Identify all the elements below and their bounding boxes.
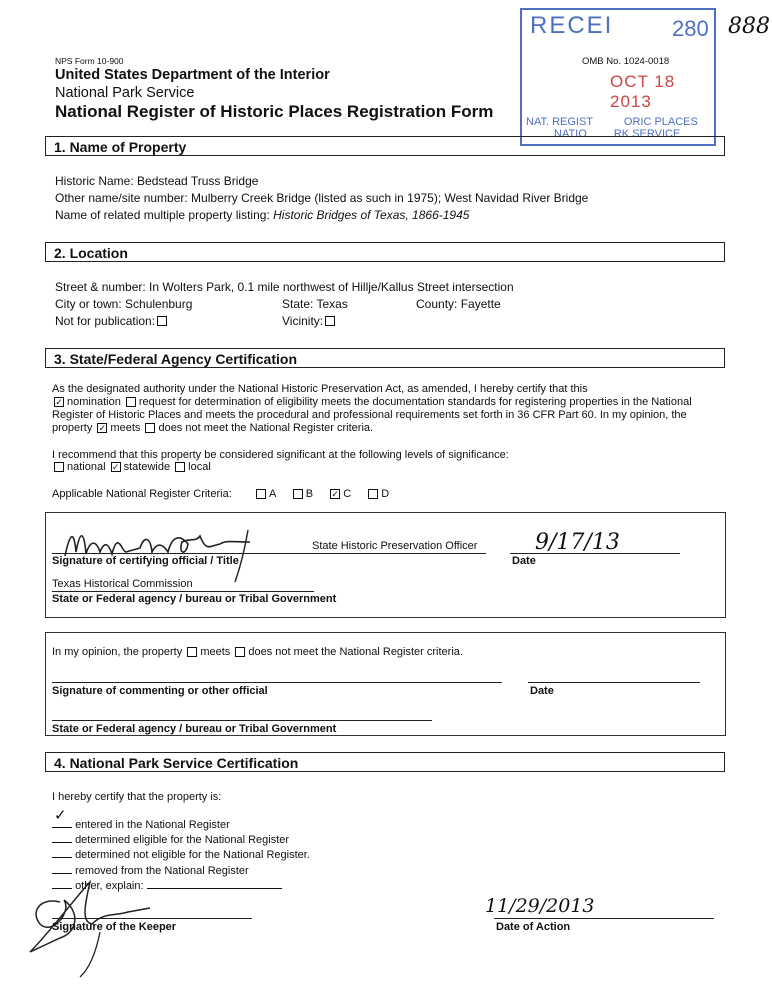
meets-label: meets bbox=[110, 422, 141, 434]
multiple-property-listing bbox=[55, 208, 469, 222]
mpl-label: Name of related multiple property listing: bbox=[55, 208, 274, 222]
national-label: national bbox=[67, 461, 106, 473]
signature-date: 9/17/13 bbox=[535, 530, 620, 555]
street-number: Street & number: In Wolters Park, 0.1 mile northwest of Hillje/Kallus Street intersection bbox=[55, 280, 514, 294]
stamp-received: RECEI bbox=[530, 12, 614, 39]
criteria-label: Applicable National Register Criteria: bbox=[52, 488, 232, 500]
keeper-label: Signature of the Keeper bbox=[52, 921, 177, 933]
opinion-does-not-label: does not meet the National Register criteria. bbox=[248, 646, 463, 658]
local-checkbox[interactable] bbox=[175, 462, 185, 472]
option-removed[interactable]: removed from the National Register bbox=[52, 863, 310, 878]
commenting-agency-line bbox=[52, 720, 432, 721]
cert-para-line4 bbox=[52, 422, 373, 434]
vicinity-checkbox[interactable] bbox=[325, 316, 335, 326]
signature-line bbox=[52, 553, 486, 554]
commenting-date-line bbox=[528, 682, 700, 683]
department-title: United States Department of the Interior bbox=[55, 67, 330, 83]
criteria-b-checkbox[interactable] bbox=[293, 489, 303, 499]
state: State: Texas bbox=[282, 297, 348, 311]
vicinity-label: Vicinity: bbox=[282, 314, 324, 328]
stamp-line1: NAT. REGIST bbox=[526, 116, 593, 128]
criteria-c-checkbox[interactable]: ✓ bbox=[331, 488, 339, 499]
criteria-c-label: C bbox=[343, 488, 352, 500]
request-checkbox[interactable] bbox=[126, 397, 136, 407]
vicinity bbox=[282, 314, 338, 328]
criteria-b-label: B bbox=[305, 488, 314, 500]
stamp-date: OCT 18 2013 bbox=[610, 72, 676, 111]
option-entered[interactable]: ✓ entered in the National Register bbox=[54, 806, 230, 831]
nomination-label: nomination bbox=[67, 396, 121, 408]
statewide-label: statewide bbox=[123, 461, 171, 473]
commenting-signature-label: Signature of commenting or other official bbox=[52, 685, 268, 697]
date-label: Date bbox=[512, 555, 536, 567]
section3-title: 3. State/Federal Agency Certification bbox=[45, 348, 725, 368]
does-not-meet-checkbox[interactable] bbox=[145, 423, 155, 433]
commenting-date-label: Date bbox=[530, 685, 554, 697]
option-not-eligible[interactable]: determined not eligible for the National Register. bbox=[52, 847, 310, 862]
not-for-publication bbox=[55, 314, 170, 328]
does-not-meet-label: does not meet the National Register criteria. bbox=[158, 422, 374, 434]
action-date-line bbox=[494, 918, 714, 919]
opinion-does-not-meet-checkbox[interactable] bbox=[235, 647, 245, 657]
request-label: request for determination of eligibility meets the documentation standards for registering properties in the National bbox=[138, 396, 692, 408]
cert-para-line2 bbox=[52, 396, 692, 408]
local-label: local bbox=[188, 461, 211, 473]
not-pub-label: Not for publication: bbox=[55, 314, 156, 328]
not-pub-checkbox[interactable] bbox=[157, 316, 167, 326]
agency-name: Texas Historical Commission bbox=[52, 578, 193, 590]
section4-title: 4. National Park Service Certification bbox=[45, 752, 725, 772]
cert-para-line1: As the designated authority under the National Historic Preservation Act, as amended, I hereby certify that this bbox=[52, 383, 588, 395]
form-number: NPS Form 10-900 bbox=[55, 56, 124, 66]
criteria-a-label: A bbox=[269, 488, 276, 500]
action-date: 11/29/2013 bbox=[485, 895, 595, 917]
service-title: National Park Service bbox=[55, 85, 195, 101]
mpl-value: Historic Bridges of Texas, 1866-1945 bbox=[273, 208, 470, 222]
option-eligible[interactable]: determined eligible for the National Register bbox=[52, 832, 310, 847]
other-name: Other name/site number: Mulberry Creek Bridge (listed as such in 1975); West Navidad River Bridge bbox=[55, 191, 589, 205]
meets-checkbox[interactable]: ✓ bbox=[98, 422, 107, 433]
statewide-checkbox[interactable]: ✓ bbox=[111, 461, 120, 472]
nomination-checkbox[interactable]: ✓ bbox=[55, 396, 63, 407]
stamp-line2b: RK SERVICE bbox=[613, 128, 681, 140]
criteria-a-checkbox[interactable] bbox=[256, 489, 266, 499]
criteria-d-label: D bbox=[381, 488, 390, 500]
date-line bbox=[510, 553, 680, 554]
corner-note: 888 bbox=[728, 14, 770, 39]
recommend-text: I recommend that this property be considered significant at the following levels of significance: bbox=[52, 449, 509, 461]
section2-title: 2. Location bbox=[45, 242, 725, 262]
received-stamp bbox=[520, 8, 716, 146]
city-town: City or town: Schulenburg bbox=[55, 297, 193, 311]
commenting-signature-line bbox=[52, 682, 502, 683]
stamp-line1b: ORIC PLACES bbox=[623, 116, 698, 128]
agency-label: State or Federal agency / bureau or Tribal Government bbox=[52, 593, 337, 605]
cert-para-line3: Register of Historic Places and meets the procedural and professional requirements set forth in 36 CFR Part 60. In my opinion, the bbox=[52, 409, 687, 421]
section1-title: 1. Name of Property bbox=[45, 136, 725, 156]
property-label: property bbox=[52, 422, 93, 434]
opinion-meets-label: meets bbox=[200, 646, 231, 658]
significance-levels bbox=[52, 461, 211, 473]
officer-title: State Historic Preservation Officer bbox=[312, 540, 478, 552]
criteria-d-checkbox[interactable] bbox=[368, 489, 378, 499]
form-title: National Register of Historic Places Registration Form bbox=[55, 102, 494, 121]
omb-number: OMB No. 1024-0018 bbox=[582, 56, 670, 67]
opinion-text bbox=[52, 646, 463, 658]
opinion-label: In my opinion, the property bbox=[52, 646, 183, 658]
national-checkbox[interactable] bbox=[54, 462, 64, 472]
stamp-line2: NATIO bbox=[554, 128, 587, 140]
opinion-meets-checkbox[interactable] bbox=[187, 647, 197, 657]
county: County: Fayette bbox=[416, 297, 501, 311]
nps-intro: I hereby certify that the property is: bbox=[52, 791, 222, 803]
action-date-label: Date of Action bbox=[496, 921, 571, 933]
signature-label: Signature of certifying official / Title bbox=[52, 555, 239, 567]
stamp-number: 280 bbox=[672, 16, 709, 41]
commenting-agency-label: State or Federal agency / bureau or Tribal Government bbox=[52, 723, 337, 735]
historic-name: Historic Name: Bedstead Truss Bridge bbox=[55, 174, 259, 188]
agency-line bbox=[52, 591, 314, 592]
keeper-signature-line bbox=[52, 918, 252, 919]
option-other[interactable]: other, explain: bbox=[52, 878, 310, 893]
criteria-options bbox=[254, 488, 389, 500]
